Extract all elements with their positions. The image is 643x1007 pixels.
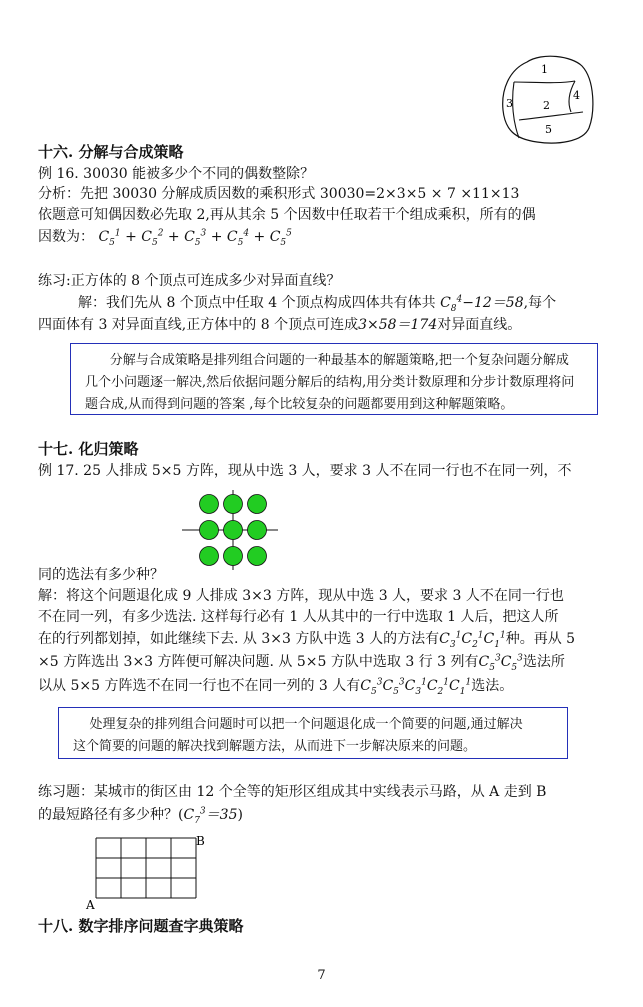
- person-dot: [248, 495, 267, 514]
- solution-text: 四面体有 3 对异面直线,正方体中的 8 个顶点可连成: [38, 317, 359, 333]
- person-dot: [248, 521, 267, 540]
- solution-text: ×5 方阵选出 3×3 方阵便可解决问题. 从 5×5 方队中选取 3 行 3 列有: [38, 654, 479, 670]
- practice-16-solution-line2: [38, 316, 521, 335]
- solution-text: 以从 5×5 方阵选不在同一行也不在同一列的 3 人有: [38, 678, 361, 694]
- equation-part: ＝35: [205, 807, 238, 823]
- page-number: 7: [317, 968, 326, 983]
- region-label: 4: [573, 89, 580, 102]
- box-line: 分解与合成策略是排列组合问题的一种最基本的解题策略,把一个复杂问题分解成: [85, 353, 569, 368]
- combination-c84: $C_8^4$: [440, 294, 463, 314]
- dot-grid-figure: [180, 488, 280, 572]
- solution-text: 选法。: [471, 678, 514, 694]
- practice-17-question-line2: [38, 806, 243, 825]
- solution-text: 种。再从 5: [505, 631, 576, 647]
- example-17-question-line1: 例 17. 25 人排成 5×5 方阵，现从中选 3 人，要求 3 人不在同一行也不在同一列，不: [38, 463, 572, 479]
- person-dot: [248, 547, 267, 566]
- region-divider: [519, 112, 583, 120]
- region-label: 5: [545, 123, 552, 136]
- strategy-16-summary-box: [70, 343, 598, 415]
- equation-part: 3×58＝174: [358, 317, 438, 333]
- box-line: 几个小问题逐一解决,然后依据问题分解后的结构,用分类计数原理和分步计数原理将问: [85, 375, 575, 390]
- example-16-question: 例 16. 30030 能被多少个不同的偶数整除？: [38, 166, 315, 182]
- example-17-solution-line3: [38, 630, 575, 649]
- grid-label-b: B: [196, 834, 205, 848]
- person-dot: [224, 547, 243, 566]
- combination-product: $C_3^1C_2^1C_1^1$: [439, 630, 506, 650]
- combination-product: $C_5^3C_5^3C_3^1C_2^1C_1^1$: [360, 677, 472, 697]
- box-line: 题合成,从而得到问题的答案 ,每个比较复杂的问题都要用到这种解题策略。: [85, 397, 514, 412]
- section-18-heading: 十八. 数字排序问题查字典策略: [38, 917, 244, 935]
- example-17-solution-line5: [38, 677, 513, 696]
- person-dot: [200, 547, 219, 566]
- example-16-solution-line2: [38, 228, 292, 247]
- practice-16-question: 练习:正方体的 8 个顶点可连成多少对异面直线？: [38, 273, 341, 289]
- person-dot: [200, 521, 219, 540]
- solution-text: 的最短路径有多少种？(: [38, 807, 184, 823]
- example-17-solution-line1: 解：将这个问题退化成 9 人排成 3×3 方阵，现从中选 3 人，要求 3 人不在同一行也: [38, 588, 564, 604]
- example-17-question-line2: 同的选法有多少种？: [38, 567, 164, 583]
- example-16-analysis: 分析：先把 30030 分解成质因数的乘积形式 30030=2×3×5 × 7 ×11×13: [38, 186, 520, 202]
- region-label: 1: [541, 63, 548, 76]
- section-16-heading: 十六. 分解与合成策略: [38, 143, 184, 161]
- solution-prefix: 因数为：: [38, 229, 94, 245]
- person-dot: [200, 495, 219, 514]
- grid-label-a: A: [86, 898, 95, 912]
- combination-sum: $C_5^1 + C_5^2 + C_5^3 + C_5^4 + C_5^5$: [98, 228, 292, 248]
- region-figure: [497, 52, 597, 148]
- solution-text: 对异面直线。: [437, 317, 522, 333]
- box-line: 处理复杂的排列组合问题时可以把一个问题退化成一个简要的问题,通过解决: [73, 717, 523, 732]
- equation-part: −12＝58: [462, 295, 524, 311]
- example-17-solution-line4: [38, 653, 565, 672]
- practice-16-solution-line1: [78, 294, 556, 313]
- solution-text: 解：我们先从 8 个顶点中任取 4 个顶点构成四体共有体共: [78, 295, 436, 311]
- solution-text: 选法所: [522, 654, 565, 670]
- region-divider: [514, 81, 575, 83]
- street-grid-figure: [84, 832, 214, 912]
- region-divider: [513, 82, 519, 138]
- person-dot: [224, 521, 243, 540]
- example-16-solution-line1: 依题意可知偶因数必先取 2,再从其余 5 个因数中任取若干个组成乘积，所有的偶: [38, 207, 536, 223]
- region-label: 2: [543, 99, 550, 112]
- person-dot: [224, 495, 243, 514]
- box-line: 这个简要的问题的解决找到解题方法，从而进下一步解决原来的问题。: [73, 739, 477, 754]
- region-label: 3: [506, 97, 513, 110]
- solution-text: ,每个: [523, 295, 557, 311]
- solution-text: 在的行列都划掉，如此继续下去. 从 3×3 方队中选 3 人的方法有: [38, 631, 440, 647]
- combination-c73: $C_7^3$: [183, 806, 206, 826]
- example-17-solution-line2: 不在同一列，有多少选法. 这样每行必有 1 人从其中的一行中选取 1 人后，把这人所: [38, 609, 559, 625]
- combination-product: $C_5^3C_5^3$: [478, 653, 523, 673]
- solution-text: ): [237, 807, 243, 823]
- section-17-heading: 十七. 化归策略: [38, 440, 139, 458]
- practice-17-question-line1: 练习题：某城市的街区由 12 个全等的矩形区组成其中实线表示马路，从 A 走到 B: [38, 784, 547, 800]
- strategy-17-summary-box: [58, 707, 568, 759]
